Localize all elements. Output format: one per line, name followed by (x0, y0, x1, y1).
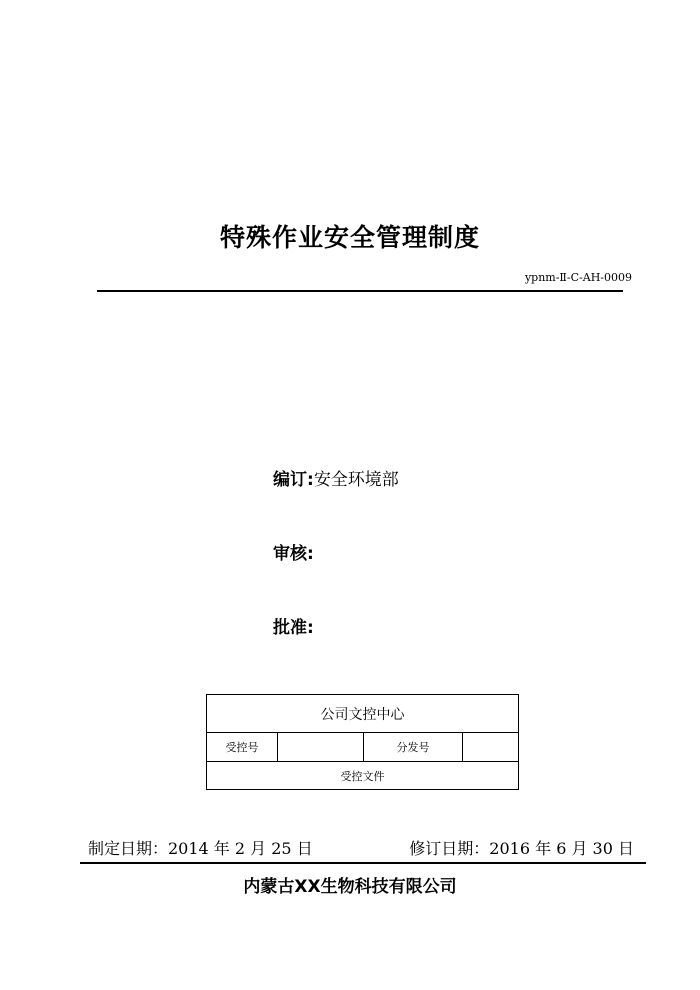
revised-date: 修订日期：2016 年 6 月 30 日 (409, 839, 634, 858)
distribute-number-label: 分发号 (364, 733, 463, 762)
controlled-document-label: 受控文件 (207, 762, 519, 790)
document-control-table (206, 694, 519, 790)
document-title: 特殊作业安全管理制度 (219, 223, 480, 252)
receive-number-value (278, 733, 364, 762)
document-number: ypnm-Ⅱ-C-AH-0009 (524, 271, 632, 284)
distribute-number-value (463, 733, 519, 762)
reviewed-by-row (273, 539, 314, 564)
approved-by-label: 批准: (273, 618, 314, 638)
company-name: 内蒙古XX生物科技有限公司 (243, 877, 457, 897)
compiled-by-value: 安全环境部 (313, 470, 399, 490)
footer-divider (80, 862, 646, 864)
created-date: 制定日期：2014 年 2 月 25 日 (88, 839, 313, 858)
compiled-by-row (273, 465, 399, 490)
control-center-header: 公司文控中心 (207, 695, 519, 733)
approved-by-row (273, 613, 314, 638)
receive-number-label: 受控号 (207, 733, 278, 762)
header-divider (97, 290, 623, 292)
compiled-by-label: 编订: (273, 470, 314, 490)
reviewed-by-label: 审核: (273, 544, 314, 564)
